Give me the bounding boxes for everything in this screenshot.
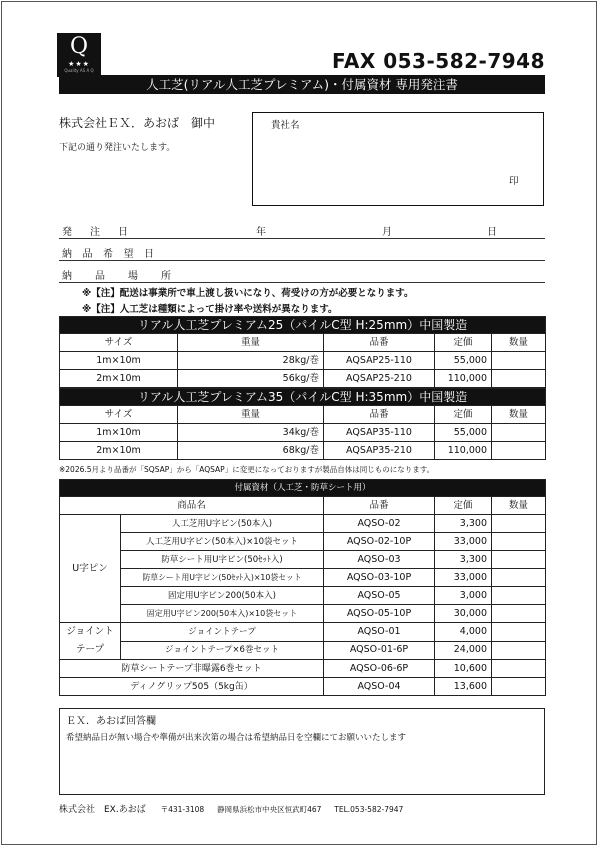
size-cell: 1m×10m <box>60 352 178 370</box>
note-rate: ※【注】人工芝は種類によって掛け率や送料が異なります。 <box>82 304 338 315</box>
product-name-cell: 防草シート用U字ピン(50ｾｯﾄ入)×10袋セット <box>121 569 324 587</box>
header-product-name: 商品名 <box>60 497 324 515</box>
group-upin: U字ピン <box>60 515 121 623</box>
form-title: 人工芝(リアル人工芝プレミアム)・付属資材 専用発注書 <box>59 75 545 94</box>
qty-input-cell[interactable] <box>492 587 546 605</box>
qty-input-cell[interactable] <box>492 442 546 460</box>
header-price: 定価 <box>435 497 492 515</box>
qty-input-cell[interactable] <box>492 569 546 587</box>
weight-cell: 56kg/巻 <box>178 370 324 388</box>
code-cell: AQSO-05 <box>324 587 435 605</box>
table-row <box>60 587 546 605</box>
group-joint-tape <box>60 623 121 660</box>
header-price: 定価 <box>435 406 492 424</box>
table-row <box>60 641 546 660</box>
product-name-cell: 固定用U字ピン200(50本入) <box>121 587 324 605</box>
customer-name-box[interactable] <box>252 112 544 206</box>
note-delivery: ※【注】配送は事業所で車上渡し扱いになり、荷受けの方が必要となります。 <box>82 288 414 299</box>
code-cell: AQSAP35-110 <box>324 424 435 442</box>
qty-input-cell[interactable] <box>492 641 546 660</box>
product-name-cell: ジョイントテープ×6巻セット <box>121 641 324 660</box>
code-cell: AQSO-02 <box>324 515 435 533</box>
product-name-cell: 防草シート用U字ピン(50ｾｯﾄ入) <box>121 551 324 569</box>
table-row <box>60 442 546 460</box>
footer-address: 静岡県浜松市中央区恒武町467 <box>217 805 322 814</box>
table-row <box>60 623 546 642</box>
header-code: 品番 <box>324 334 435 352</box>
code-cell: AQSO-03 <box>324 551 435 569</box>
qty-input-cell[interactable] <box>492 424 546 442</box>
product-name-cell: 人工芝用U字ピン(50本入) <box>121 515 324 533</box>
code-cell: AQSO-06-6P <box>324 660 435 678</box>
table-row <box>60 352 546 370</box>
price-cell: 4,000 <box>435 623 492 642</box>
qty-input-cell[interactable] <box>492 370 546 388</box>
addressee-company: 株式会社ＥＸ．あおば 御中 <box>59 116 216 130</box>
price-cell: 110,000 <box>435 442 492 460</box>
table-row <box>60 605 546 623</box>
table-row <box>60 370 546 388</box>
table-row <box>60 678 546 696</box>
fax-number: FAX 053-582-7948 <box>332 49 545 73</box>
price-cell: 3,000 <box>435 587 492 605</box>
price-cell: 3,300 <box>435 551 492 569</box>
group-joint-line1: ジョイント <box>66 626 114 637</box>
company-logo <box>57 33 101 77</box>
header-size: サイズ <box>60 334 178 352</box>
code-cell: AQSO-05-10P <box>324 605 435 623</box>
size-cell: 2m×10m <box>60 442 178 460</box>
weight-cell: 28kg/巻 <box>178 352 324 370</box>
day-label: 日 <box>487 227 497 238</box>
code-cell: AQSO-01 <box>324 623 435 642</box>
table-row <box>60 533 546 551</box>
month-label: 月 <box>382 227 392 238</box>
group-joint-line2: テープ <box>75 644 105 655</box>
header-code: 品番 <box>324 406 435 424</box>
delivery-place-label: 納品場所 <box>62 271 194 282</box>
qty-input-cell[interactable] <box>492 551 546 569</box>
product-name-cell: 防草シートテープ非曝露6巻セット <box>60 660 324 678</box>
product-name-cell: 人工芝用U字ピン(50本入)×10袋セット <box>121 533 324 551</box>
weight-cell: 34kg/巻 <box>178 424 324 442</box>
header-qty: 数量 <box>492 406 546 424</box>
accessories-band: 付属資材（人工芝・防草シート用） <box>60 480 546 497</box>
table-row <box>60 551 546 569</box>
table-row <box>60 569 546 587</box>
code-cell: AQSO-04 <box>324 678 435 696</box>
delivery-wish-row[interactable] <box>59 240 545 261</box>
logo-letter: Q <box>69 34 89 59</box>
footer-zip: 〒431-3108 <box>160 805 205 814</box>
logo-stars: ★★★ <box>68 60 90 68</box>
reply-title: ＥＸ．あおば回答欄 <box>66 716 156 727</box>
code-cell: AQSO-01-6P <box>324 641 435 660</box>
header-qty: 数量 <box>492 334 546 352</box>
intro-text: 下記の通り発注いたします。 <box>59 143 176 153</box>
qty-input-cell[interactable] <box>492 533 546 551</box>
code-cell: AQSAP35-210 <box>324 442 435 460</box>
footer <box>59 802 413 815</box>
qty-input-cell[interactable] <box>492 605 546 623</box>
price-cell: 55,000 <box>435 352 492 370</box>
price-cell: 30,000 <box>435 605 492 623</box>
footer-company: 株式会社 EX.あおば <box>59 805 146 815</box>
size-cell: 1m×10m <box>60 424 178 442</box>
premium35-band: リアル人工芝プレミアム35（パイルC型 H:35mm）中国製造 <box>60 389 546 406</box>
order-date-label: 発注日 <box>62 227 146 238</box>
price-cell: 55,000 <box>435 424 492 442</box>
price-cell: 33,000 <box>435 533 492 551</box>
price-cell: 3,300 <box>435 515 492 533</box>
qty-input-cell[interactable] <box>492 660 546 678</box>
table-row <box>60 515 546 533</box>
size-cell: 2m×10m <box>60 370 178 388</box>
header-size: サイズ <box>60 406 178 424</box>
price-cell: 24,000 <box>435 641 492 660</box>
header-weight: 重量 <box>178 334 324 352</box>
product-name-cell: ディノグリップ505（5kg缶） <box>60 678 324 696</box>
header-weight: 重量 <box>178 406 324 424</box>
accessories-table <box>59 479 546 696</box>
price-cell: 110,000 <box>435 370 492 388</box>
logo-subtext: Quality AS A Q <box>64 68 94 73</box>
code-cell: AQSO-03-10P <box>324 569 435 587</box>
price-cell: 33,000 <box>435 569 492 587</box>
qty-input-cell[interactable] <box>492 352 546 370</box>
premium25-band: リアル人工芝プレミアム25（パイルC型 H:25mm）中国製造 <box>60 317 546 334</box>
reply-text: 希望納品日が無い場合や準備が出来次第の場合は希望納品日を空欄にてお願いいたします <box>66 733 407 743</box>
qty-input-cell[interactable] <box>492 515 546 533</box>
code-cell: AQSAP25-210 <box>324 370 435 388</box>
qty-input-cell[interactable] <box>492 623 546 642</box>
reply-box[interactable] <box>59 708 545 795</box>
footer-tel: TEL.053-582-7947 <box>334 805 404 814</box>
header-code: 品番 <box>324 497 435 515</box>
seal-mark: 印 <box>509 176 519 187</box>
premium35-table <box>59 388 546 460</box>
product-name-cell: 固定用U字ピン200(50本入)×10袋セット <box>121 605 324 623</box>
table-row <box>60 660 546 678</box>
weight-cell: 68kg/巻 <box>178 442 324 460</box>
price-cell: 13,600 <box>435 678 492 696</box>
order-date-row[interactable] <box>59 218 545 239</box>
delivery-wish-label: 納品希望日 <box>62 249 165 260</box>
code-cell: AQSO-02-10P <box>324 533 435 551</box>
header-qty: 数量 <box>492 497 546 515</box>
qty-input-cell[interactable] <box>492 678 546 696</box>
premium25-table <box>59 316 546 388</box>
product-name-cell: ジョイントテープ <box>121 623 324 642</box>
year-label: 年 <box>256 227 266 238</box>
price-cell: 10,600 <box>435 660 492 678</box>
order-form-page <box>1 1 597 845</box>
delivery-place-row[interactable] <box>59 262 545 283</box>
code-cell: AQSAP25-110 <box>324 352 435 370</box>
table-row <box>60 424 546 442</box>
code-change-note: ※2026.5月より品番が「SQSAP」から「AQSAP」に変更になっておりますが製品自体は同じものになります。 <box>59 465 435 474</box>
header-price: 定価 <box>435 334 492 352</box>
customer-name-label: 貴社名 <box>271 120 300 131</box>
